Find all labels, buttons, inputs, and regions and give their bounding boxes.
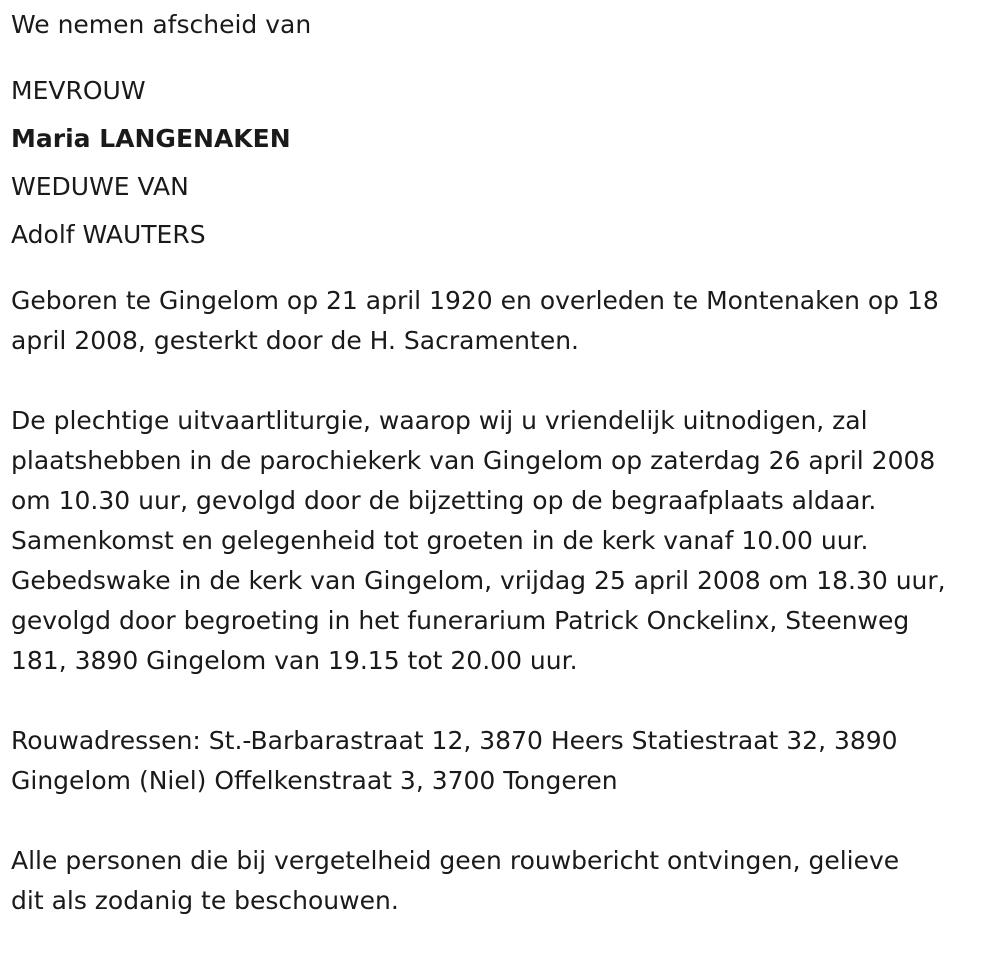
birth-death-line: april 2008, gesterkt door de H. Sacramenten. (11, 326, 580, 355)
addresses-paragraph (11, 721, 989, 801)
closing-line: dit als zodanig te beschouwen. (11, 886, 399, 915)
funeral-line: gevolgd door begroeting in het funerarium Patrick Onckelinx, Steenweg (11, 606, 910, 635)
birth-death-line: Geboren te Gingelom op 21 april 1920 en overleden te Montenaken op 18 (11, 286, 939, 315)
intro-text: We nemen afscheid van (11, 10, 312, 39)
closing-paragraph (11, 841, 989, 921)
funeral-line: plaatshebben in de parochiekerk van Gingelom op zaterdag 26 april 2008 (11, 446, 936, 475)
funeral-line: De plechtige uitvaartliturgie, waarop wij u vriendelijk uitnodigen, zal (11, 406, 868, 435)
closing-line: Alle personen die bij vergetelheid geen rouwbericht ontvingen, gelieve (11, 846, 900, 875)
spouse-name: Adolf WAUTERS (11, 220, 206, 249)
deceased-title: MEVROUW (11, 76, 146, 105)
deceased-block (11, 67, 989, 259)
spacer (11, 361, 989, 401)
spacer (11, 801, 989, 841)
spacer (11, 259, 989, 281)
funeral-line: om 10.30 uur, gevolgd door de bijzetting op de begraafplaats aldaar. (11, 486, 877, 515)
deceased-name: Maria LANGENAKEN (11, 124, 291, 153)
funeral-paragraph (11, 401, 989, 681)
deceased-relation: WEDUWE VAN (11, 172, 189, 201)
funeral-line: Samenkomst en gelegenheid tot groeten in de kerk vanaf 10.00 uur. (11, 526, 869, 555)
funeral-line: Gebedswake in de kerk van Gingelom, vrijdag 25 april 2008 om 18.30 uur, (11, 566, 946, 595)
birth-death-paragraph (11, 281, 989, 361)
spacer (11, 45, 989, 67)
address-line: Rouwadressen: St.-Barbarastraat 12, 3870 Heers Statiestraat 32, 3890 (11, 726, 898, 755)
address-line: Gingelom (Niel) Offelkenstraat 3, 3700 Tongeren (11, 766, 618, 795)
spacer (11, 681, 989, 721)
funeral-line: 181, 3890 Gingelom van 19.15 tot 20.00 uur. (11, 646, 578, 675)
